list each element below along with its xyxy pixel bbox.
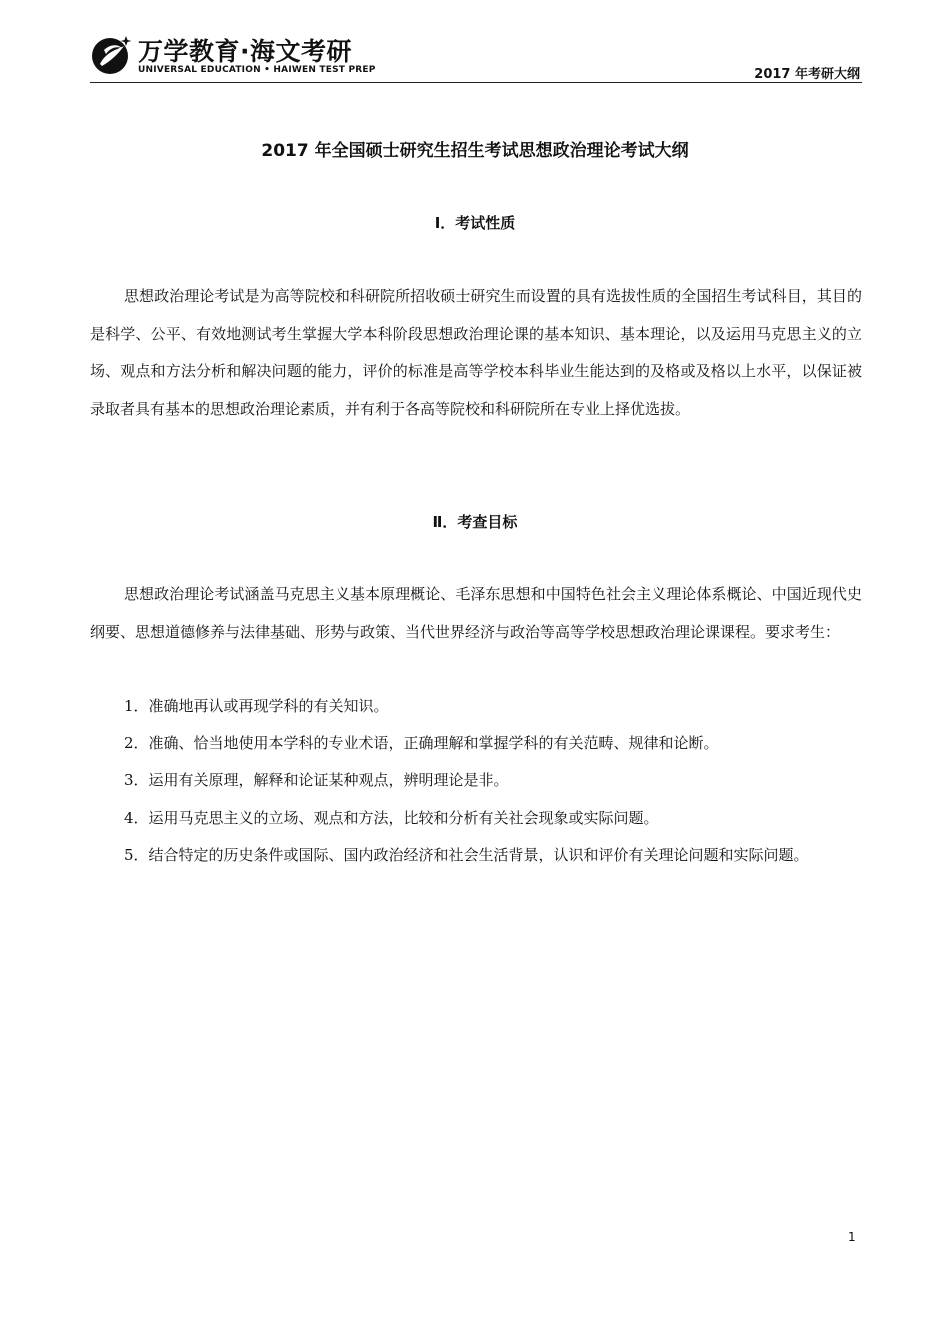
requirement-item: 1．准确地再认或再现学科的有关知识。: [124, 697, 389, 715]
brand-logo: [90, 32, 390, 80]
requirement-item: 4．运用马克思主义的立场、观点和方法，比较和分析有关社会现象或实际问题。: [124, 809, 659, 827]
section-heading-nature: Ⅰ．考试性质: [434, 214, 516, 232]
header-doc-label: 2017 年考研大纲: [754, 67, 860, 82]
logo-emblem-icon: [90, 34, 134, 78]
requirement-item: 3．运用有关原理，解释和论证某种观点，辨明理论是非。: [124, 771, 509, 789]
requirement-item: 5．结合特定的历史条件或国际、国内政治经济和社会生活背景，认识和评价有关理论问题和实际问题。: [124, 846, 809, 864]
document-title: 2017 年全国硕士研究生招生考试思想政治理论考试大纲: [261, 141, 689, 161]
section-paragraph-objectives: 思想政治理论考试涵盖马克思主义基本原理概论、毛泽东思想和中国特色社会主义理论体系概论、中国近现代史纲要、思想道德修养与法律基础、形势与政策、当代世界经济与政治等高等学校思想政治理论课课程。要求考生：: [90, 585, 862, 641]
header-divider: [90, 82, 862, 83]
logo-english-name: UNIVERSAL EDUCATION • HAIWEN TEST PREP: [138, 65, 376, 75]
page-header: [90, 32, 862, 82]
section-heading-objectives: Ⅱ．考查目标: [432, 513, 518, 531]
page-number: 1: [848, 1230, 856, 1244]
logo-chinese-name: 万学教育·海文考研: [138, 37, 352, 66]
requirement-item: 2．准确、恰当地使用本学科的专业术语，正确理解和掌握学科的有关范畴、规律和论断。: [124, 734, 719, 752]
section-paragraph-nature: 思想政治理论考试是为高等院校和科研院所招收硕士研究生而设置的具有选拔性质的全国招生考试科目，其目的是科学、公平、有效地测试考生掌握大学本科阶段思想政治理论课的基本知识、基本理论，以及运用马克思主义的立场、观点和方法分析和解决问题的能力，评价的标准是高等学校本科毕业生能达到的及格或及格以上水平，以保证被录取者具有基本的思想政治理论素质，并有利于各高等院校和科研院所在专业上择优选拔。: [90, 287, 862, 418]
